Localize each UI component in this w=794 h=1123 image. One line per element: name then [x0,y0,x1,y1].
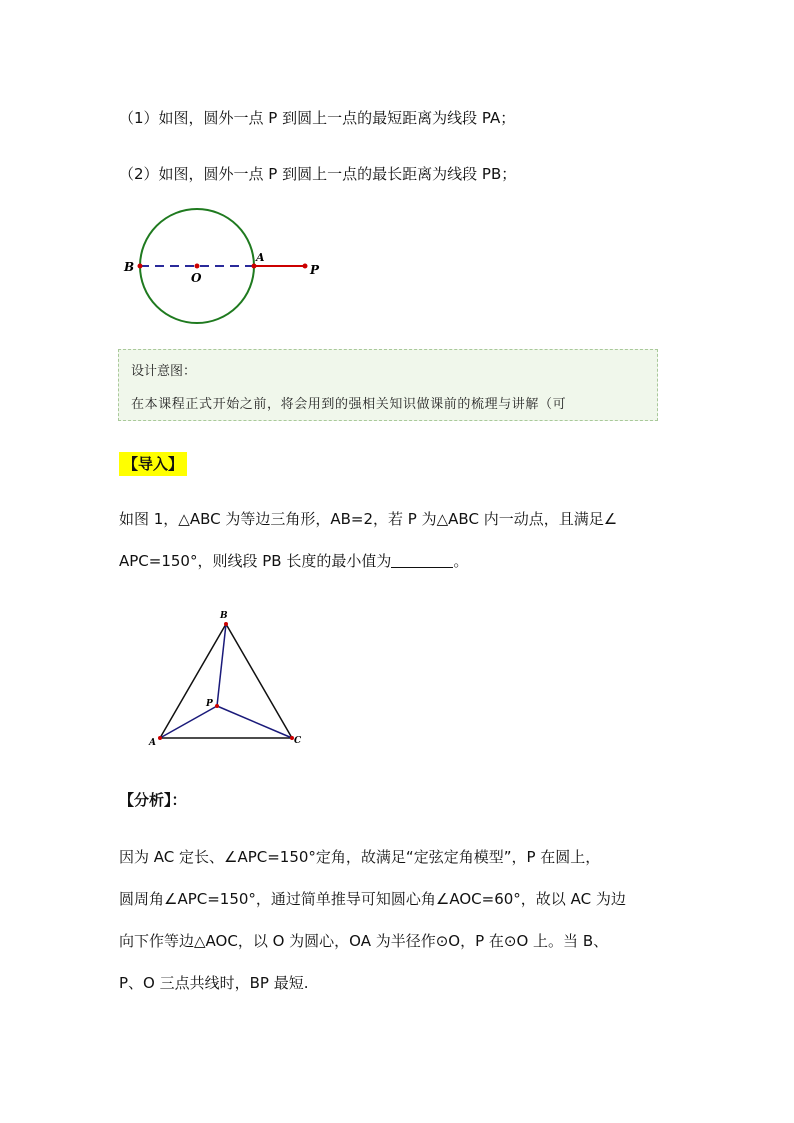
label-tri-c: C [294,736,302,746]
label-tri-p: P [206,699,213,709]
point-tri-b [224,622,228,626]
point-p [303,264,308,269]
problem-line-2-end: 。 [453,552,469,570]
statement-shortest-distance: （1）如图，圆外一点 P 到圆上一点的最短距离为线段 PA； [119,109,516,127]
analysis-line-2: 圆周角∠APC=150°，通过简单推导可知圆心角∠AOC=60°，故以 AC 为边 [119,890,626,908]
analysis-heading: 【分析】： [119,791,187,809]
design-intent-title: 设计意图： [131,364,197,379]
label-tri-a: A [149,738,156,748]
point-o [195,264,200,269]
label-tri-b: B [220,611,228,621]
label-b: B [124,260,135,274]
design-intent-box [118,349,658,421]
point-b [138,264,143,269]
triangle-abc [160,624,292,738]
problem-line-2 [119,551,468,571]
point-tri-a [158,736,162,740]
problem-line-1: 如图 1，△ABC 为等边三角形，AB=2，若 P 为△ABC 内一动点，且满足∠ [119,510,618,528]
label-a: A [256,251,265,264]
point-tri-p [215,704,219,708]
statement-longest-distance: （2）如图，圆外一点 P 到圆上一点的最长距离为线段 PB； [119,165,517,183]
label-p: P [310,263,320,277]
analysis-line-1: 因为 AC 定长、∠APC=150°定角，故满足“定弦定角模型”，P 在圆上， [119,848,601,866]
intro-heading: 【导入】 [119,452,187,476]
circle-distance-figure [118,204,348,330]
label-o: O [191,271,202,285]
design-intent-text: 在本课程正式开始之前，将会用到的强相关知识做课前的梳理与讲解（可 [131,397,567,412]
answer-blank [391,553,453,568]
triangle-figure [140,604,320,754]
analysis-line-3: 向下作等边△AOC，以 O 为圆心，OA 为半径作⊙O，P 在⊙O 上。当 B、 [119,932,609,950]
problem-line-2-text: APC=150°，则线段 PB 长度的最小值为 [119,552,392,570]
analysis-line-4: P、O 三点共线时，BP 最短. [119,974,309,992]
segment-pc [217,706,292,738]
point-a [252,264,257,269]
